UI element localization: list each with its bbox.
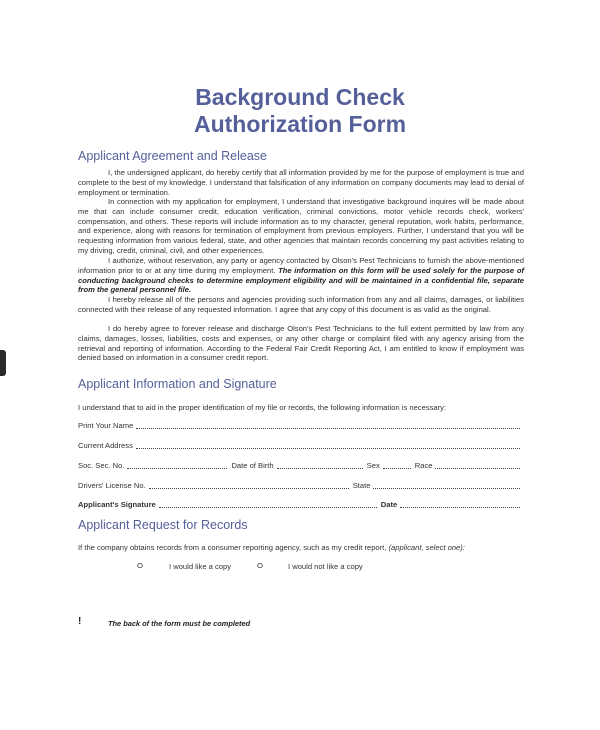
ssn-label: Soc. Sec. No. xyxy=(78,461,125,470)
date-field[interactable] xyxy=(400,499,520,508)
race-label: Race xyxy=(414,461,433,470)
agreement-paragraph-4: I hereby release all of the persons and agencies providing such information from any and all claims, damages, or liabilities connected with their release of any requested information. I agree that any copy of this document is as valid as the original. xyxy=(78,295,524,314)
agreement-paragraph-2: In connection with my application for employment, I understand that investigative background inquires will be made about me that can include consumer credit, education verification, criminal convictions, motor vehicle records check, workers' compensation, and others. These reports will include information as to my character, general reputation, work habits, performance, and experience, along with reasons for termination of employment from previous employers. Further, I understand that you will be requesting information from various federal, state, and other agencies that maintain records concerning my past activities relating to my driving, credit, criminal, civil, and other experiences. xyxy=(78,197,524,255)
signature-field[interactable] xyxy=(159,499,377,508)
back-of-form-note: The back of the form must be completed xyxy=(108,619,251,628)
print-name-field[interactable] xyxy=(136,420,520,429)
date-label: Date xyxy=(380,500,398,509)
info-intro-text: I understand that to aid in the proper identification of my file or records, the following information is necessary: xyxy=(78,403,447,412)
dob-field[interactable] xyxy=(277,460,363,469)
signature-label: Applicant's Signature xyxy=(78,500,156,509)
form-title-line2: Authorization Form xyxy=(193,111,407,137)
radio-would-like-copy[interactable]: O xyxy=(137,561,143,570)
radio-would-not-like-copy[interactable]: O xyxy=(257,561,263,570)
agreement-paragraph-3: I authorize, without reservation, any party or agency contacted by Olson's Pest Technicians to furnish the above-mentioned information prior to or at any time during my employment. The information on this form will be used solely for the purpose of conducting background checks to determine employment eligibility and will be maintained in a confidential file, separate from the general personnel file. xyxy=(78,256,524,295)
agreement-paragraph-1: I, the undersigned applicant, do hereby certify that all information provided by me for the purpose of employment is true and complete to the best of my knowledge. I understand that falsification of any information on company documents may lead to denial of employment or termination. xyxy=(78,168,524,197)
form-title-line1: Background Check xyxy=(195,84,405,110)
signature-row xyxy=(78,499,524,509)
ssn-dob-row xyxy=(78,460,524,470)
sex-label: Sex xyxy=(366,461,380,470)
current-address-label: Current Address xyxy=(78,441,133,450)
print-name-label: Print Your Name xyxy=(78,421,134,430)
current-address-row xyxy=(78,440,524,450)
license-row xyxy=(78,480,524,490)
agreement-paragraph-5: I do hereby agree to forever release and discharge Olson's Pest Technicians to the full extent permitted by law from any claims, damages, losses, liabilities, costs and expenses, or any other charge or complaint filed with any agency arising from the retrieval and reporting of information. According to the Federal Fair Credit Reporting Act, I am entitled to know if employment was denied based on information in a consumer credit report. xyxy=(78,324,524,363)
print-name-row xyxy=(78,420,524,430)
option-would-like-copy-label: I would like a copy xyxy=(169,562,232,571)
race-field[interactable] xyxy=(435,460,520,469)
license-field[interactable] xyxy=(149,480,349,489)
sex-field[interactable] xyxy=(383,460,411,469)
license-label: Drivers' License No. xyxy=(78,481,146,490)
records-intro-text: If the company obtains records from a consumer reporting agency, such as my credit report, (applicant, select one): xyxy=(78,543,465,552)
section-agreement-heading: Applicant Agreement and Release xyxy=(78,149,268,163)
section-info-heading: Applicant Information and Signature xyxy=(78,377,277,391)
dob-label: Date of Birth xyxy=(231,461,274,470)
option-would-not-like-copy-label: I would not like a copy xyxy=(288,562,363,571)
state-field[interactable] xyxy=(373,480,520,489)
ssn-field[interactable] xyxy=(127,460,227,469)
state-label: State xyxy=(352,481,371,490)
current-address-field[interactable] xyxy=(136,440,520,449)
exclamation-icon: ! xyxy=(78,616,82,627)
section-records-heading: Applicant Request for Records xyxy=(78,518,248,532)
